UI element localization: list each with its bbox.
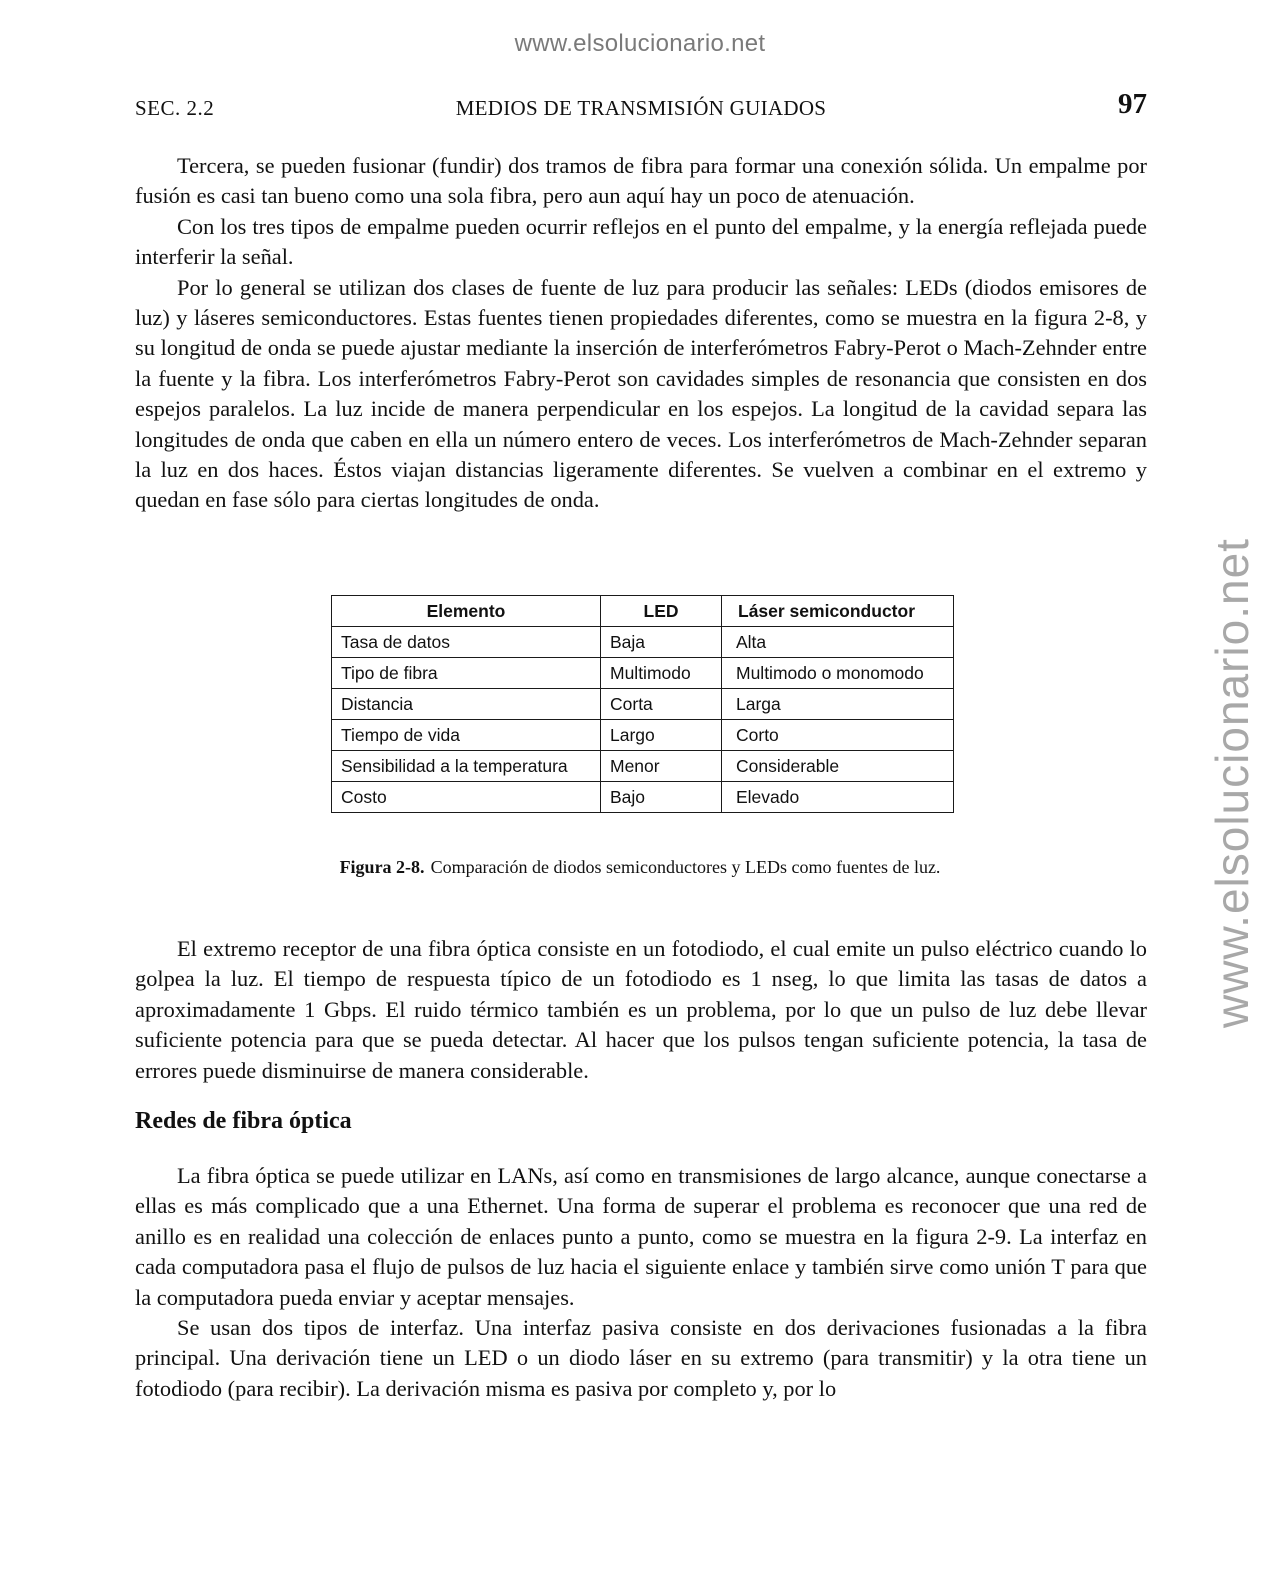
table-row bbox=[332, 782, 954, 813]
paragraph: Con los tres tipos de empalme pueden ocurrir reflejos en el punto del empalme, y la energía reflejada puede interferir la señal. bbox=[135, 213, 1147, 270]
page-number: 97 bbox=[1118, 88, 1147, 120]
paragraph: Tercera, se pueden fusionar (fundir) dos tramos de fibra para formar una conexión sólida. Un empalme por fusión es casi tan bueno como una sola fibra, pero aun aquí hay un poco de atenuación. bbox=[135, 153, 1147, 209]
table-cell: Baja bbox=[601, 627, 722, 658]
section-heading: Redes de fibra óptica bbox=[135, 1108, 352, 1134]
body-text-top bbox=[135, 151, 1147, 516]
table-header-cell: LED bbox=[601, 596, 722, 627]
table-row bbox=[332, 751, 954, 782]
table-header-cell: Láser semiconductor bbox=[722, 596, 954, 627]
paragraph: La fibra óptica se puede utilizar en LANs, así como en transmisiones de largo alcance, aunque conectarse a ellas es más complicado que a una Ethernet. Una forma de superar el problema es reconocer que una red de anillo es en realidad una colección de enlaces punto a punto, como se muestra en la figura 2-9. La interfaz en cada computadora pasa el flujo de pulsos de luz hacia el siguiente enlace y también sirve como unión T para que la computadora pueda enviar y aceptar mensajes. bbox=[135, 1163, 1147, 1310]
table-cell: Largo bbox=[601, 720, 722, 751]
table-cell: Sensibilidad a la temperatura bbox=[332, 751, 601, 782]
paragraph: Se usan dos tipos de interfaz. Una interfaz pasiva consiste en dos derivaciones fusionadas a la fibra principal. Una derivación tiene un LED o un diodo láser en su extremo (para transmitir) y la otra tiene un fotodiodo (para recibir). La derivación misma es pasiva por completo y, por lo bbox=[135, 1315, 1147, 1401]
table-row bbox=[332, 658, 954, 689]
table-cell: Distancia bbox=[332, 689, 601, 720]
table-row bbox=[332, 720, 954, 751]
light-source-comparison-table bbox=[331, 595, 954, 813]
figure-caption bbox=[0, 857, 1280, 878]
table-cell: Elevado bbox=[722, 782, 954, 813]
table-cell: Multimodo bbox=[601, 658, 722, 689]
table-cell: Corta bbox=[601, 689, 722, 720]
table-cell: Tiempo de vida bbox=[332, 720, 601, 751]
table-header-cell: Elemento bbox=[332, 596, 601, 627]
watermark-side: www.elsolucionario.net bbox=[1206, 538, 1258, 1028]
table-row bbox=[332, 627, 954, 658]
table-cell: Considerable bbox=[722, 751, 954, 782]
table-header-row bbox=[332, 596, 954, 627]
table-cell: Bajo bbox=[601, 782, 722, 813]
table-cell: Larga bbox=[722, 689, 954, 720]
header-section: SEC. 2.2 bbox=[135, 96, 215, 120]
table-cell: Tasa de datos bbox=[332, 627, 601, 658]
table-cell: Corto bbox=[722, 720, 954, 751]
table-cell: Tipo de fibra bbox=[332, 658, 601, 689]
table-cell: Alta bbox=[722, 627, 954, 658]
body-text-middle bbox=[135, 934, 1147, 1086]
body-text-bottom bbox=[135, 1161, 1147, 1404]
running-header bbox=[135, 88, 1147, 128]
paragraph: El extremo receptor de una fibra óptica consiste en un fotodiodo, el cual emite un pulso eléctrico cuando lo golpea la luz. El tiempo de respuesta típico de un fotodiodo es 1 nseg, lo que limita las tasas de datos a aproximadamente 1 Gbps. El ruido térmico también es un problema, por lo que un pulso de luz debe llevar suficiente potencia para que se pueda detectar. Al hacer que los pulsos tengan suficiente potencia, la tasa de errores puede disminuirse de manera considerable. bbox=[135, 936, 1147, 1083]
table-cell: Menor bbox=[601, 751, 722, 782]
watermark-top: www.elsolucionario.net bbox=[514, 30, 766, 57]
table-row bbox=[332, 689, 954, 720]
figure-caption-text: Comparación de diodos semiconductores y LEDs como fuentes de luz. bbox=[430, 857, 941, 877]
table-cell: Costo bbox=[332, 782, 601, 813]
paragraph: Por lo general se utilizan dos clases de fuente de luz para producir las señales: LEDs (diodos emisores de luz) y láseres semiconductores. Estas fuentes tienen propiedades diferentes, como se muestra en la figura 2-8, y su longitud de onda se puede ajustar mediante la inserción de interferómetros Fabry-Perot o Mach-Zehnder entre la fuente y la fibra. Los interferómetros Fabry-Perot son cavidades simples de resonancia que consisten en dos espejos paralelos. La luz incide de manera perpendicular en los espejos. La longitud de la cavidad separa las longitudes de onda que caben en ella un número entero de veces. Los interferómetros de Mach-Zehnder separan la luz en dos haces. Éstos viajan distancias ligeramente diferentes. Se vuelven a combinar en el extremo y quedan en fase sólo para ciertas longitudes de onda. bbox=[135, 274, 1147, 513]
figure-label: Figura 2-8. bbox=[339, 857, 425, 877]
table-cell: Multimodo o monomodo bbox=[722, 658, 954, 689]
header-title: MEDIOS DE TRANSMISIÓN GUIADOS bbox=[455, 96, 827, 120]
